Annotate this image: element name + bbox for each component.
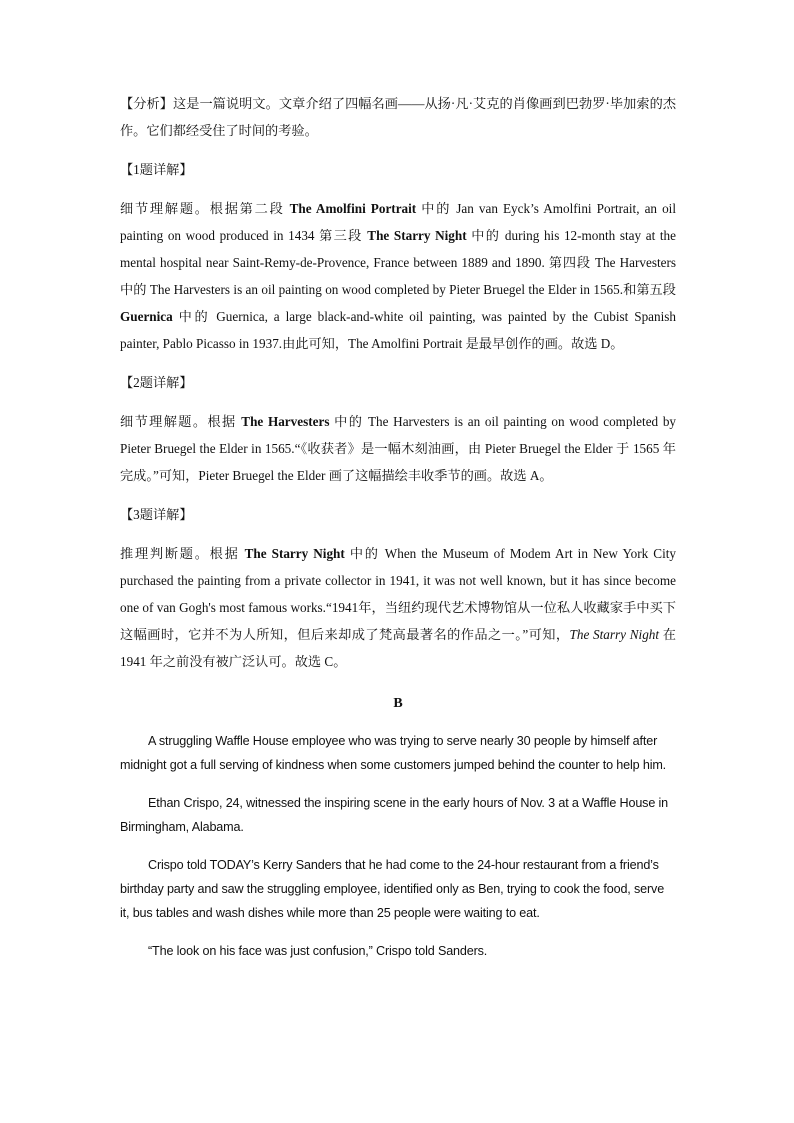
- q3-bold-starry-night: The Starry Night: [244, 546, 345, 561]
- passage-paragraph: Crispo told TODAY’s Kerry Sanders that he had come to the 24-hour restaurant from a friend’s birthday party and saw the struggling employee, identified only as Ben, trying to cook the food, serve it, bus tables and wash dishes while more than 25 people were waiting to eat.: [120, 858, 665, 920]
- analysis-paragraph: [120, 90, 676, 144]
- q3-italic-starry-night: The Starry Night: [569, 627, 660, 642]
- q1-heading: 【1题详解】: [120, 162, 193, 177]
- passage-paragraph: A struggling Waffle House employee who was trying to serve nearly 30 people by himself after midnight got a full serving of kindness when some customers jumped behind the counter to help him.: [120, 734, 667, 772]
- q1-explanation: [120, 195, 676, 357]
- passage-paragraph: “The look on his face was just confusion,” Crispo told Sanders.: [148, 944, 488, 958]
- passage-paragraph: Ethan Crispo, 24, witnessed the inspiring scene in the early hours of Nov. 3 at a Waffle House in Birmingham, Alabama.: [120, 796, 669, 834]
- q1-bold-guernica: Guernica: [120, 309, 173, 324]
- q2-heading: 【2题详解】: [120, 375, 193, 390]
- q1-text-2: 中的 Jan van Eyck’s Amolfini Portrait, an oil painting on wood produced in 1434 第三段: [120, 201, 676, 243]
- q2-explanation: [120, 408, 676, 489]
- section-b-title: B: [393, 696, 403, 711]
- q1-text-3: 中的 during his 12-month stay at the mental hospital near Saint-Remy-de-Provence, France between 1889 and 1890. 第四段 The Harvesters 中的 The Harvesters is an oil painting on wood completed by Pieter Bruegel the Elder in 1565.和第五段: [120, 228, 676, 297]
- q3-text-3: 在 1941 年之前没有被广泛认可。故选 C。: [120, 627, 676, 669]
- q2-text-2: 中的 The Harvesters is an oil painting on wood completed by Pieter Bruegel the Elder in 1565.“《收获者》是一幅木刻油画，由 Pieter Bruegel the Elder 于 1565 年完成。”可知，Pieter Bruegel the Elder 画了这幅描绘丰收季节的画。故选 A。: [120, 414, 677, 483]
- q2-bold-harvesters: The Harvesters: [241, 414, 330, 429]
- q3-text-1: 推理判断题。根据: [120, 546, 245, 561]
- document-page: [120, 90, 676, 977]
- q2-text-1: 细节理解题。根据: [120, 414, 242, 429]
- q3-heading: 【3题详解】: [120, 507, 193, 522]
- q3-explanation: [120, 540, 676, 675]
- q1-bold-amolfini: The Amolfini Portrait: [289, 201, 417, 216]
- q1-bold-starry-night: The Starry Night: [367, 228, 467, 243]
- analysis-text: 这是一篇说明文。文章介绍了四幅名画——从扬·凡·艾克的肖像画到巴勃罗·毕加索的杰作。它们都经受住了时间的考验。: [120, 96, 677, 138]
- analysis-label: 【分析】: [120, 96, 173, 111]
- q3-text-2: 中的 When the Museum of Modem Art in New York City purchased the painting from a private collector in 1941, it was not well known, but it has since become one of van Gogh's most famous works.“1941年，当纽约现代艺术博物馆从一位私人收藏家手中买下这幅画时，它并不为人所知，但后来却成了梵高最著名的作品之一。”可知，: [120, 546, 676, 642]
- q1-text-1: 细节理解题。根据第二段: [120, 201, 290, 216]
- q1-text-4: 中的 Guernica, a large black-and-white oil painting, was painted by the Cubist Spanish painter, Pablo Picasso in 1937.由此可知，The Amolfini Portrait 是最早创作的画。故选 D。: [120, 309, 676, 351]
